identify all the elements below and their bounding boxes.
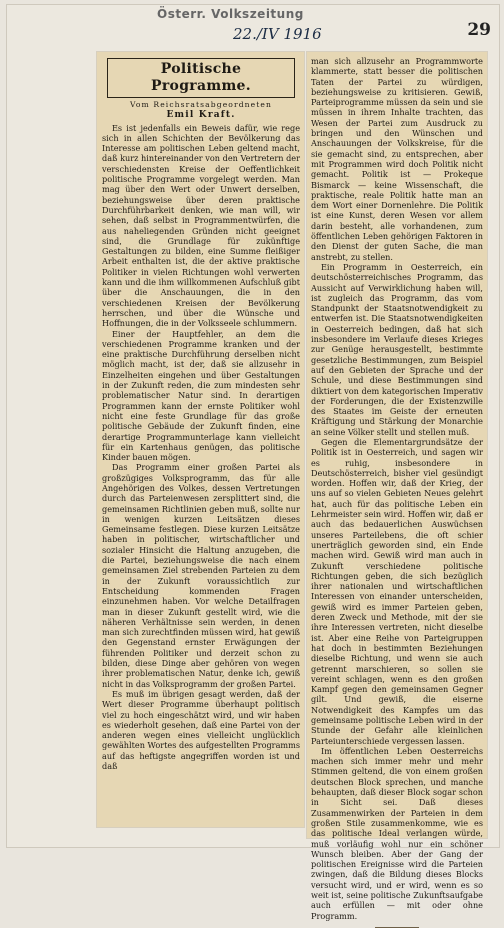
article-byline: Vom Reichsratsabgeordneten xyxy=(130,100,272,109)
paragraph: Das Programm einer großen Partei als großzügiges Volksprogramm, das für alle Angehörigen des Volkes, dessen Vertretungen durch das Parteienwesen zersplittert sind, die gemeinsamen Richtlinien geben muß, sollte nur in wenigen kurzen Leitsätzen dieses Gemeinsame festlegen. Diese kurzen Leitsätze haben in politischer, wirtschaftlicher und sozialer Hinsicht die Haltung anzugeben, die die Partei, beziehungsweise die nach einem gemeinsamen Ziel strebenden Parteien zu dem in der Zukunft voraussichtlich zur Entscheidung kommenden Fragen einzunehmen haben. Vor welche Detailfragen man in dieser Zukunft gestellt wird, wie die näheren Verhältnisse sein werden, in denen man sich zurechtfinden müssen wird, hat gewiß den Gegenstand ernster Erwägungen der führenden Politiker und derzeit schon zu bilden, diese Dinge aber gehören von wegen ihrer problematischen Natur, denke ich, gewiß nicht in das Volksprogramm der großen Partei. xyxy=(102,462,300,689)
paragraph: Einer der Hauptfehler, an dem die verschiedenen Programme kranken und der eine praktische Durchführung derselben nicht möglich macht, ist der, daß sie allzusehr in Einzelheiten eingehen und über Gestaltungen in der Zukunft reden, die zum mindesten sehr problematischer Natur sind. In derartigen Programmen kann der ernste Politiker wohl nicht eine feste Grundlage für das große politische Gebäude der Zukunft finden, eine derartige Programmunterlage kann vielleicht für ein Kartenhaus genügen, das politische Kinder bauen mögen. xyxy=(102,328,300,463)
paragraph: Ein Programm in Oesterreich, ein deutschösterreichisches Programm, das Aussicht auf Verwirklichung haben will, ist zugleich das Programm, das vom Standpunkt der Staatsnotwendigkeit zu entwerfen ist. Die Staatsnotwendigkeiten in Oesterreich bedingen, daß hat sich insbesondere im Verlaufe dieses Krieges zur Genüge herausgestellt, bestimmte gesetzliche Bestimmungen, zum Beispiel auf den Gebieten der Sprache und der Schule, und diese Bestimmungen sind diktiert von dem kategorischen Imperativ der Forderungen, die der Existenzwille des Staates im Geiste der erneuten Kräftigung und Stärkung der Monarchie an seine Völker stellt und stellen muß. xyxy=(311,261,483,437)
page-number: 29 xyxy=(467,20,491,40)
paragraph: Es ist jedenfalls ein Beweis dafür, wie rege sich in allen Schichten der Bevölkerung das Interesse am politischen Leben geltend macht, daß kurz hintereinander von den Vertretern der verschiedensten Kreise der Oeffentlichkeit politische Programme vorgelegt werden. Man mag über den Wert oder Unwert derselben, beziehungsweise über deren praktische Durchführbarkeit denken, wie man will, wir sehen, daß selbst in Programmentwürfen, die aus naheliegenden Gründen nicht geeignet sind, die Grundlage für zukünftige Gestaltungen zu bilden, eine Summe fleißiger Arbeit enthalten ist, die der aktive praktische Politiker in vielen Richtungen wohl verwerten kann und die ihm willkommenen Aufschluß gibt über die Anschauungen, die in den verschiedenen Kreisen der Bevölkerung herrschen, und über die Wünsche und Hoffnungen, die in der Volksseele schlummern. xyxy=(102,122,300,329)
clipping-right-column xyxy=(307,52,487,921)
article-author: Emil Kraft. xyxy=(166,110,236,121)
article-title: Politische Programme. xyxy=(107,58,295,98)
clipping-left-column xyxy=(97,52,304,827)
paragraph: man sich allzusehr an Programmworte klammerte, statt besser die politischen Taten der Partei zu würdigen, beziehungsweise zu kritisieren. Gewiß, Parteiprogramme müssen da sein und sie müssen in ihrem Inhalte trachten, das Wesen der Partei zum Ausdruck zu bringen und den Wünschen und Anschauungen der Volkskreise, für die sie gemacht sind, zu entsprechen, aber mit Programmen wird doch Politik nicht gemacht. Politik ist — Prokeque Bismarck — keine Wissenschaft, die praktische, reale Politik hatte man an dem Wort einer Dornenlehre. Die Politik ist eine Kunst, deren Wesen vor allem darin besteht, alle vorhandenen, zum öffentlichen Leben gehörigen Faktoren in den Dienst der guten Sache, die man anstrebt, zu stellen. xyxy=(311,56,483,262)
newspaper-stamp: Österr. Volkszeitung xyxy=(157,7,304,21)
paragraph: Gegen die Elementargrundsätze der Politik ist in Oesterreich, und sagen wir es ruhig, insbesondere in Deutschösterreich, bisher viel gesündigt worden. Hoffen wir, daß der Krieg, der uns auf so vielen Gebieten Neues gelehrt hat, auch für das politische Leben ein Lehrmeister sein wird. Hoffen wir, daß er auch das bedauerlichen Auswüchsen unseres Parteilebens, die oft schier unerträglich geworden sind, ein Ende machen wird. Gewiß wird man auch in Zukunft verschiedene politische Richtungen geben, die sich bezüglich ihrer nationalen und wirtschaftlichen Interessen von einander unterscheiden, gewiß wird es immer Parteien geben, deren Zweck und Methode, mit der sie ihre Interessen vertreten, nicht dieselbe ist. Aber eine Reihe von Parteigruppen hat doch in bestimmten Beziehungen dieselbe Richtung, und wenn sie auch getrennt marschieren, so sollen sie vereint schlagen, wenn es den großen Kampf gegen den gemeinsamen Gegner gilt. Und gewiß, die eiserne Notwendigkeit des Kampfes um das gemeinsame politische Leben wird in der Stunde der Gefahr alle kleinlichen Parteiunterschiede vergessen lassen. xyxy=(311,436,483,746)
paragraph: Im öffentlichen Leben Oesterreichs machen sich immer mehr und mehr Stimmen geltend, die von einem großen deutschen Block sprechen, und manche behaupten, daß dieser Block sogar schon in Sicht sei. Daß dieses Zusammenwirken der Parteien in dem großen Stile zusammenkomme, wie es das politische Ideal verlangen würde, muß vorläufig wohl nur ein schöner Wunsch bleiben. Aber der Gang der politischen Ereignisse wird die Parteien zwingen, daß die Bildung dieses Blocks versucht wird, und er wird, wenn es so weit ist, seine politische Zukunftsaufgabe auch erfüllen — mit oder ohne Programm. xyxy=(311,745,483,921)
handwritten-date: 22./IV 1916 xyxy=(233,25,322,43)
paragraph: Es muß im übrigen gesagt werden, daß der Wert dieser Programme überhaupt politisch viel zu hoch eingeschätzt wird, und wir haben es wiederholt gesehen, daß eine Partei von der anderen wegen eines vielleicht unglücklich gewählten Wortes des aufgestellten Programms auf das heftigste angegriffen worden ist und daß xyxy=(102,688,300,771)
